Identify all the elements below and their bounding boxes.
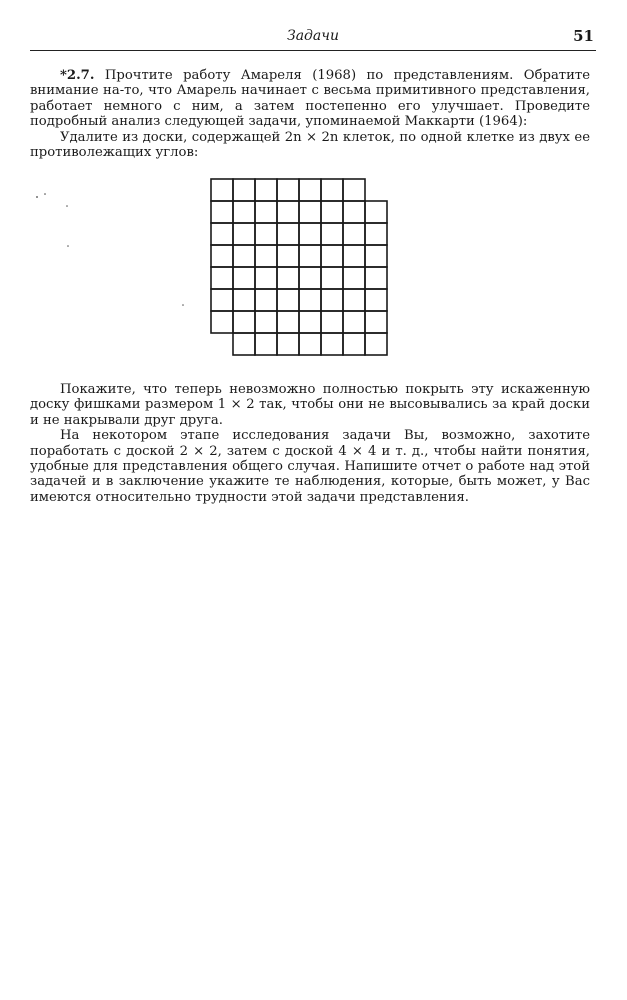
problem-research: На некотором этапе исследования задачи Вы, возможно, захотите поработать с доской 2 × 2, затем с доской 4 × 4 и т. д., чтобы найти понятия, удобные для представления общего случая. Напишите отчет о работе над этой задачей и в заключение укажите те наблюдения, которые, быть может, у Вас имеются относительно трудности этой задачи представления.: [30, 428, 590, 505]
scan-speck: [66, 205, 68, 207]
running-title: Задачи: [286, 28, 339, 44]
page-number: 51: [573, 27, 594, 45]
scan-speck: [36, 196, 38, 198]
problem-task: Удалите из доски, содержащей 2n × 2n клеток, по одной клетке из двух ее противолежащих углов:: [30, 129, 590, 161]
scan-speck: [67, 245, 69, 247]
problem-show: Покажите, что теперь невозможно полностью покрыть эту искаженную доску фишками размером 1 × 2 так, чтобы они не высовывались за край доски и не накрывали друг друга.: [30, 382, 590, 428]
scan-speck: [44, 193, 46, 195]
scan-speck: [182, 304, 184, 306]
problem-number: *2.7.: [60, 68, 95, 83]
problem-intro: Прочтите работу Амареля (1968) по представлениям. Обратите внимание на-то, что Амарель начинает с весьма примитивного представления, работает немного с ним, а затем постепенно его улучшает. Проведите подробный анализ следующей задачи, упоминаемой Маккарти (1964):: [30, 68, 590, 130]
